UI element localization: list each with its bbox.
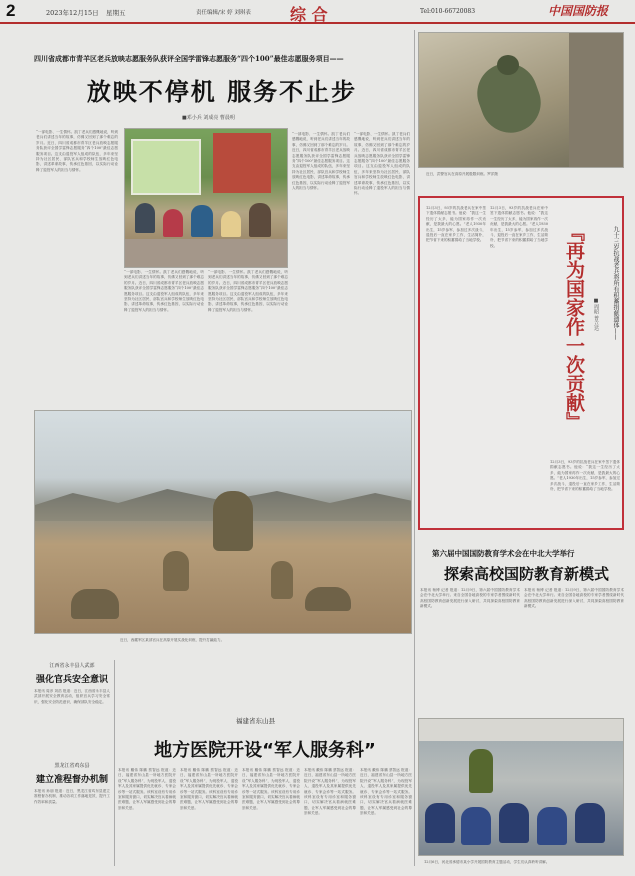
training-photo [34,410,412,634]
editors: 责任编辑/宋 婷 刘琪表 [196,10,251,16]
feature-body-col3: 12月3日，93岁的抗战老兵在家中签下遗体捐献志愿书。他说：“我这一生经历了太多，能为国家再作一次贡献，是我最大的心愿。”老人1930年出生，15岁参军，参加过多次战斗，退役后一直在家乡工作，生活简朴，把节省下来的积蓄捐给了当地学校。 [550,460,620,492]
feature-headline: 『再为国家作一次贡献』 [563,222,585,431]
lead-body-col5: “一部电影、一生情怀。凯丁老兵们感慨地说，听到老兵们讲述当年的故事，仿佛又回到了那个难忘的岁月。近日，四川省成都市青羊区老兵放映志愿服务队获评全国学雷锋志愿服务“四个100”最佳志愿服务项目。这支由退役军人组成的队伍，多年来坚持为社区居民、部队官兵和学校师生放映红色电影，讲述革命故事，传承红色基因，以实际行动诠释了退役军人的担当与情怀。 [354,132,410,196]
climbing-photo [418,32,624,168]
lead-kicker: 四川省成都市青羊区老兵放映志愿服务队获评全国学雷锋志愿服务“四个100”最佳志愿服务项目—— [34,54,344,63]
phone-number: Tel:010-66720083 [420,8,476,15]
side-news-2-kicker: 黑龙江省鸡东县 [54,763,90,769]
side-news-2 [34,762,110,867]
classroom-photo-caption: 12月6日，河北省承德市某小学开展国防教育主题活动，学生们认真聆听讲解。 [424,860,550,864]
lead-body-col1: “一部电影、一生情怀。凯丁老兵们感慨地说，听到老兵们讲述当年的故事，仿佛又回到了那个难忘的岁月。近日，四川省成都市青羊区老兵放映志愿服务队获评全国学雷锋志愿服务“四个100”最佳志愿服务项目。这支由退役军人组成的队伍，多年来坚持为社区居民、部队官兵和学校师生放映红色电影，讲述革命故事，传承红色基因，以实际行动诠释了退役军人的担当与情怀。 [36,130,118,172]
lead-body-col2: “一部电影、一生情怀。凯丁老兵们感慨地说，听到老兵们讲述当年的故事，仿佛又回到了那个难忘的岁月。近日，四川省成都市青羊区老兵放映志愿服务队获评全国学雷锋志愿服务“四个100”最佳志愿服务项目。这支由退役军人组成的队伍，多年来坚持为社区居民、部队官兵和学校师生放映红色电影，讲述革命故事，传承红色基因，以实际行动诠释了退役军人的担当与情怀。 [124,270,204,312]
feature-body-col2: 12月3日，93岁的抗战老兵在家中签下遗体捐献志愿书。他说：“我这一生经历了太多，能为国家再作一次贡献，是我最大的心愿。”老人1930年出生，15岁参军，参加过多次战斗，退役后一直在家乡工作，生活简朴，把节省下来的积蓄捐给了当地学校。 [490,206,548,248]
seminar-body-col1: 本报讯 杨博 记者 报道：12月9日，第六届中国国防教育学术会在中北大学举行。来自全国各地高校的专家学者围绕新时代高校国防教育创新发展进行深入研讨，共同探索高校国防教育新模式。 [420,588,520,609]
training-photo-caption: 近日，西藏军区某部官兵在高原开展实战化训练，提升打赢能力。 [120,638,225,642]
lead-headline: 放映不停机 服务不止步 [86,78,358,106]
climbing-photo-caption: 近日，武警官兵在高原开展极限训练。罗洋摄 [426,172,498,176]
feature-subhead: 九十三岁抗战老兵将所有积蓄捐献遗体—— [612,226,619,340]
side-news-1 [34,662,110,749]
feature-box [418,196,624,530]
lead-body-col4: “一部电影、一生情怀。凯丁老兵们感慨地说，听到老兵们讲述当年的故事，仿佛又回到了那个难忘的岁月。近日，四川省成都市青羊区老兵放映志愿服务队获评全国学雷锋志愿服务“四个100”最佳志愿服务项目。这支由退役军人组成的队伍，多年来坚持为社区居民、部队官兵和学校师生放映红色电影，讲述革命故事，传承红色基因，以实际行动诠释了退役军人的担当与情怀。 [292,132,350,191]
issue-weekday: 星期五 [106,9,126,17]
side-news-1-body: 本报讯 周彦 刘浩 报道：近日，江西省永丰县人武部开展安全教育活动，组织官兵学习安全常识，强化安全防范意识，确保部队安全稳定。 [34,689,110,704]
bottom-body-col2: 本报讯 戴伟 陈鹏 蔡智远 报道：近日，福建省东山县一所地方医院开设“军人服务科”，为现役军人、退役军人及其家属提供优先就诊、专家会诊等一站式服务。该科室设有专用诊室和服务窗口，切实解决官兵看病就医难题，让军人军属感受到社会的尊崇和关爱。 [180,768,238,810]
issue-date: 2023年12月15日 [46,9,99,17]
side-news-2-headline: 建立准程督办机制 [35,775,108,785]
seminar-headline: 探索高校国防教育新模式 [444,565,610,583]
seminar-body-col2: 本报讯 杨博 记者 报道：12月9日，第六届中国国防教育学术会在中北大学举行。来自全国各地高校的专家学者围绕新时代高校国防教育创新发展进行深入研讨，共同探索高校国防教育新模式。 [524,588,624,609]
bottom-body-col4: 本报讯 戴伟 陈鹏 蔡智远 报道：近日，福建省东山县一所地方医院开设“军人服务科”，为现役军人、退役军人及其家属提供优先就诊、专家会诊等一站式服务。该科室设有专用诊室和服务窗口，切实解决官兵看病就医难题，让军人军属感受到社会的尊崇和关爱。 [304,768,356,816]
bottom-kicker: 福建省东山县 [236,717,275,725]
seminar-kicker: 第六届中国国防教育学术会在中北大学举行 [432,549,575,558]
side-news-1-headline: 强化官兵安全意识 [35,675,108,685]
page-number: 2 [6,1,16,20]
bottom-body-col3: 本报讯 戴伟 陈鹏 蔡智远 报道：近日，福建省东山县一所地方医院开设“军人服务科”，为现役军人、退役军人及其家属提供优先就诊、专家会诊等一站式服务。该科室设有专用诊室和服务窗口，切实解决官兵看病就医难题，让军人军属感受到社会的尊崇和关爱。 [242,768,300,810]
side-news-1-kicker: 江西省永丰县人武部 [49,663,95,669]
newspaper-logo: 中国国防报 [548,4,609,18]
lead-byline: ■邓小兵 刘成亮 曹晨明 [182,115,235,121]
feature-byline: ■周昭 普立达 [593,298,599,331]
bottom-body-col1: 本报讯 戴伟 陈鹏 蔡智远 报道：近日，福建省东山县一所地方医院开设“军人服务科”，为现役军人、退役军人及其家属提供优先就诊、专家会诊等一站式服务。该科室设有专用诊室和服务窗口，切实解决官兵看病就医难题，让军人军属感受到社会的尊崇和关爱。 [118,768,176,810]
section-title: 综 合 [290,5,328,24]
page-header [0,0,635,24]
bottom-body-col5: 本报讯 戴伟 陈鹏 蔡智远 报道：近日，福建省东山县一所地方医院开设“军人服务科”，为现役军人、退役军人及其家属提供优先就诊、专家会诊等一站式服务。该科室设有专用诊室和服务窗口，切实解决官兵看病就医难题，让军人军属感受到社会的尊崇和关爱。 [360,768,412,816]
bottom-headline: 地方医院开设“军人服务科” [154,740,376,761]
classroom-photo [418,718,624,856]
column-divider [114,660,115,866]
lead-body-col3: “一部电影、一生情怀。凯丁老兵们感慨地说，听到老兵们讲述当年的故事，仿佛又回到了那个难忘的岁月。近日，四川省成都市青羊区老兵放映志愿服务队获评全国学雷锋志愿服务“四个100”最佳志愿服务项目。这支由退役军人组成的队伍，多年来坚持为社区居民、部队官兵和学校师生放映红色电影，讲述革命故事，传承红色基因，以实际行动诠释了退役军人的担当与情怀。 [208,270,288,312]
side-news-2-body: 本报讯 孙朋 报道：近日，黑龙江省鸡东县建立准程督办机制，推动各项工作落地见效，提升工作效率和质量。 [34,789,110,804]
screening-photo [124,128,288,268]
column-divider [414,30,415,866]
feature-body-col1: 12月3日，93岁的抗战老兵在家中签下遗体捐献志愿书。他说：“我这一生经历了太多，能为国家再作一次贡献，是我最大的心愿。”老人1930年出生，15岁参军，参加过多次战斗，退役后一直在家乡工作，生活简朴，把节省下来的积蓄捐给了当地学校。 [426,206,486,243]
